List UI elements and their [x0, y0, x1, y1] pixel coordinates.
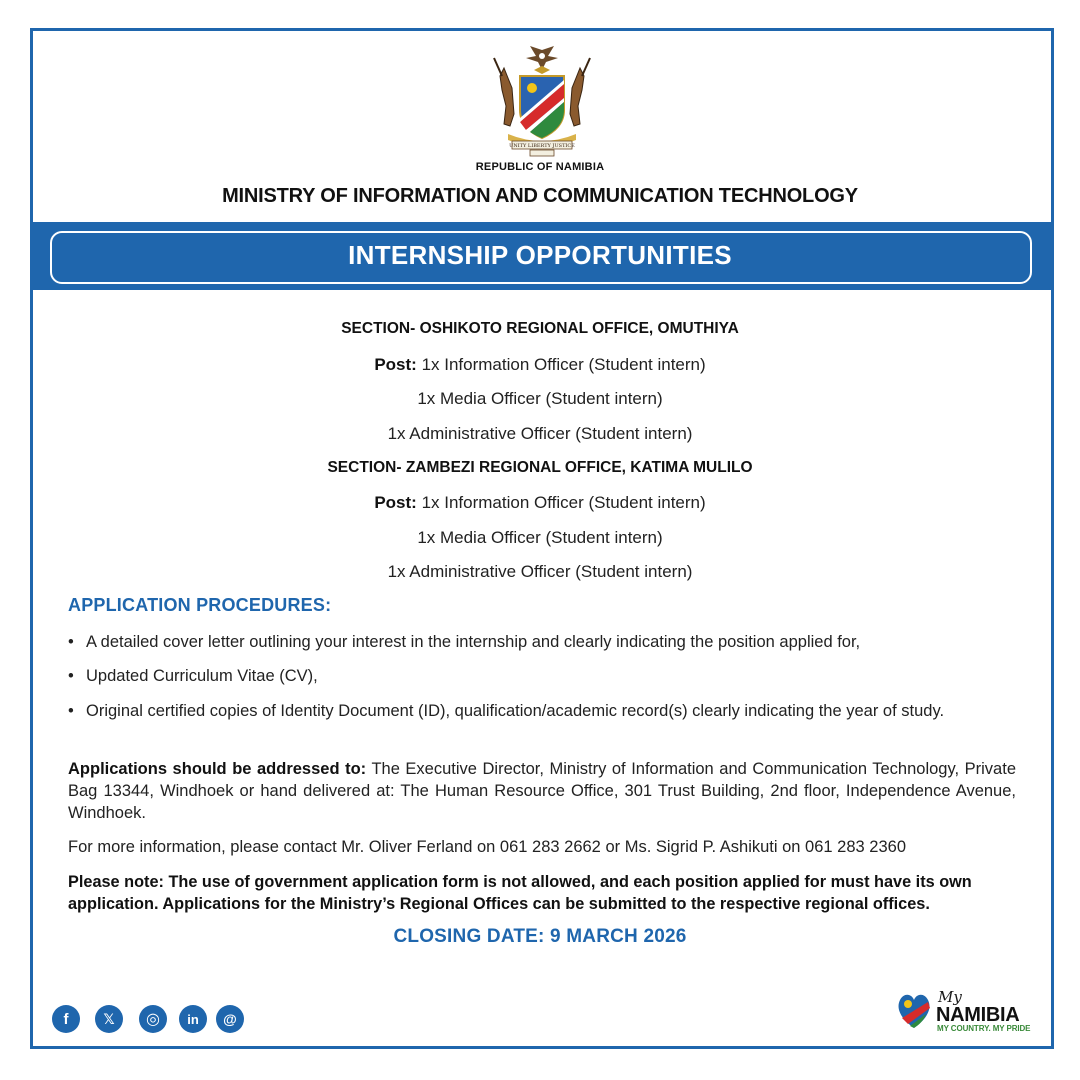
procedures-heading: APPLICATION PROCEDURES:: [68, 595, 332, 615]
x-icon[interactable]: 𝕏: [95, 1005, 123, 1033]
instagram-icon[interactable]: ◎: [139, 1005, 167, 1033]
brand-tagline: MY COUNTRY. MY PRIDE: [937, 1024, 1031, 1033]
post-item: 1x Administrative Officer (Student intern): [387, 424, 693, 443]
section-title-zambezi: SECTION- ZAMBEZI REGIONAL OFFICE, KATIMA MULILO: [327, 459, 753, 476]
post-item: 1x Administrative Officer (Student intern): [387, 562, 693, 581]
closing-date: CLOSING DATE: 9 MARCH 2026: [393, 926, 687, 947]
post-line: [0, 355, 1080, 375]
address-paragraph: Applications should be addressed to: The Executive Director, Ministry of Information and Communication Technology, Private Bag 13344, Windhoek or hand delivered at: The Human Resource Office, 301 Trust Building, 2nd floor, Independence Avenue, Windhoek.: [68, 760, 1016, 822]
section-title-oshikoto: SECTION- OSHIKOTO REGIONAL OFFICE, OMUTHIYA: [341, 320, 739, 337]
post-item: 1x Information Officer (Student intern): [421, 493, 706, 512]
facebook-icon[interactable]: f: [52, 1005, 80, 1033]
page-title: INTERNSHIP OPPORTUNITIES: [348, 240, 732, 270]
linkedin-icon[interactable]: in: [179, 1005, 207, 1033]
republic-label: REPUBLIC OF NAMIBIA: [475, 161, 605, 173]
procedure-item: • Updated Curriculum Vitae (CV),: [68, 667, 318, 685]
brand-name: NAMIBIA: [936, 1004, 1020, 1026]
ministry-title: MINISTRY OF INFORMATION AND COMMUNICATION TECHNOLOGY: [222, 185, 858, 207]
post-item: 1x Media Officer (Student intern): [417, 528, 663, 547]
post-label: Post:: [374, 355, 417, 374]
threads-icon[interactable]: @: [216, 1005, 244, 1033]
address-label: Applications should be addressed to:: [68, 760, 367, 778]
note-paragraph: Please note: The use of government application form is not allowed, and each position applied for must have its own application. Applications for the Ministry’s Regional Offices can be submitted to the respective regional offices.: [68, 873, 972, 913]
procedure-item: • Original certified copies of Identity Document (ID), qualification/academic record(s) clearly indicating the year of study.: [68, 702, 945, 720]
post-label: Post:: [374, 493, 417, 512]
post-item: 1x Information Officer (Student intern): [421, 355, 706, 374]
brand-my: My: [938, 988, 962, 1006]
post-line: [0, 493, 1080, 513]
contact-paragraph: For more information, please contact Mr. Oliver Ferland on 061 283 2662 or Ms. Sigrid P. Ashikuti on 061 283 2360: [68, 838, 906, 856]
namibia-coat-of-arms-icon: [490, 44, 594, 158]
post-item: 1x Media Officer (Student intern): [417, 389, 663, 408]
procedure-item: • A detailed cover letter outlining your interest in the internship and clearly indicating the position applied for,: [68, 633, 861, 651]
svg-text:UNITY LIBERTY JUSTICE: UNITY LIBERTY JUSTICE: [509, 143, 575, 149]
